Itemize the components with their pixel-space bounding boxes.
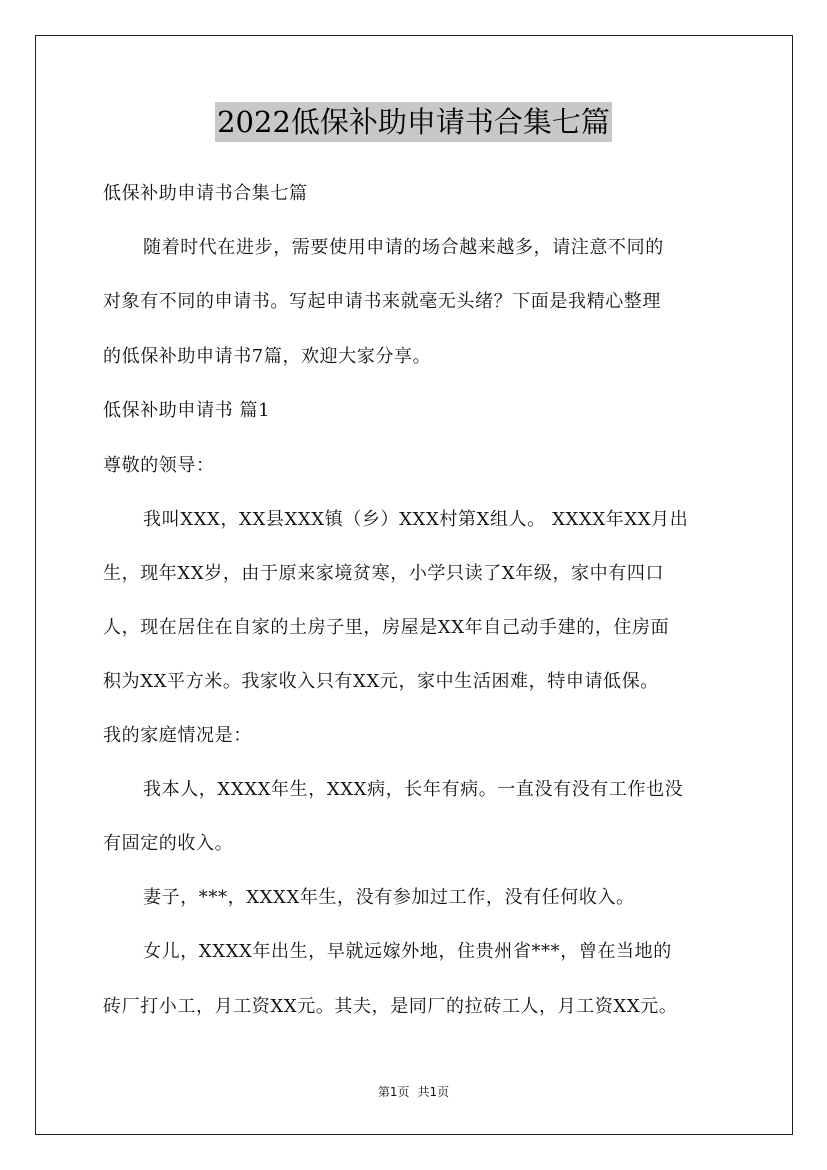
salutation: 尊敬的领导： <box>103 455 215 476</box>
body-line-4: 积为XX平方米。我家收入只有XX元，家中生活困难，特申请低保。 <box>103 671 659 692</box>
page-number: 第1页 <box>377 1085 410 1099</box>
body-line-3: 人，现在居住在自家的土房子里，房屋是XX年自己动手建的，住房面 <box>103 617 670 638</box>
body-line-5: 我的家庭情况是： <box>103 725 252 746</box>
body-line-9: 女儿，XXXX年出生，早就远嫁外地，住贵州省***，曾在当地的 <box>143 941 672 962</box>
body-line-6: 我本人，XXXX年生，XXX病，长年有病。一直没有没有工作也没 <box>143 779 684 800</box>
page-footer <box>0 1084 827 1100</box>
page-total: 共1页 <box>417 1085 450 1099</box>
title-wrap <box>0 102 827 142</box>
body-line-1: 我叫XXX，XX县XXX镇（乡）XXX村第X组人。 XXXX年XX月出 <box>143 509 689 530</box>
body-line-10: 砖厂打小工，月工资XX元。其夫，是同厂的拉砖工人，月工资XX元。 <box>103 996 678 1017</box>
intro-line-1: 随着时代在进步，需要使用申请的场合越来越多，请注意不同的 <box>143 237 664 258</box>
section-heading: 低保补助申请书 篇1 <box>103 400 271 421</box>
body-line-7: 有固定的收入。 <box>103 833 234 854</box>
body-line-2: 生，现年XX岁，由于原来家境贫寒，小学只读了X年级，家中有四口 <box>103 563 665 584</box>
subtitle-line: 低保补助申请书合集七篇 <box>103 183 308 204</box>
intro-line-2: 对象有不同的申请书。写起申请书来就毫无头绪？下面是我精心整理 <box>103 291 661 312</box>
intro-line-3: 的低保补助申请书7篇，欢迎大家分享。 <box>103 346 432 367</box>
body-line-8: 妻子，***，XXXX年生，没有参加过工作，没有任何收入。 <box>143 887 635 908</box>
document-title: 2022低保补助申请书合集七篇 <box>215 102 612 142</box>
